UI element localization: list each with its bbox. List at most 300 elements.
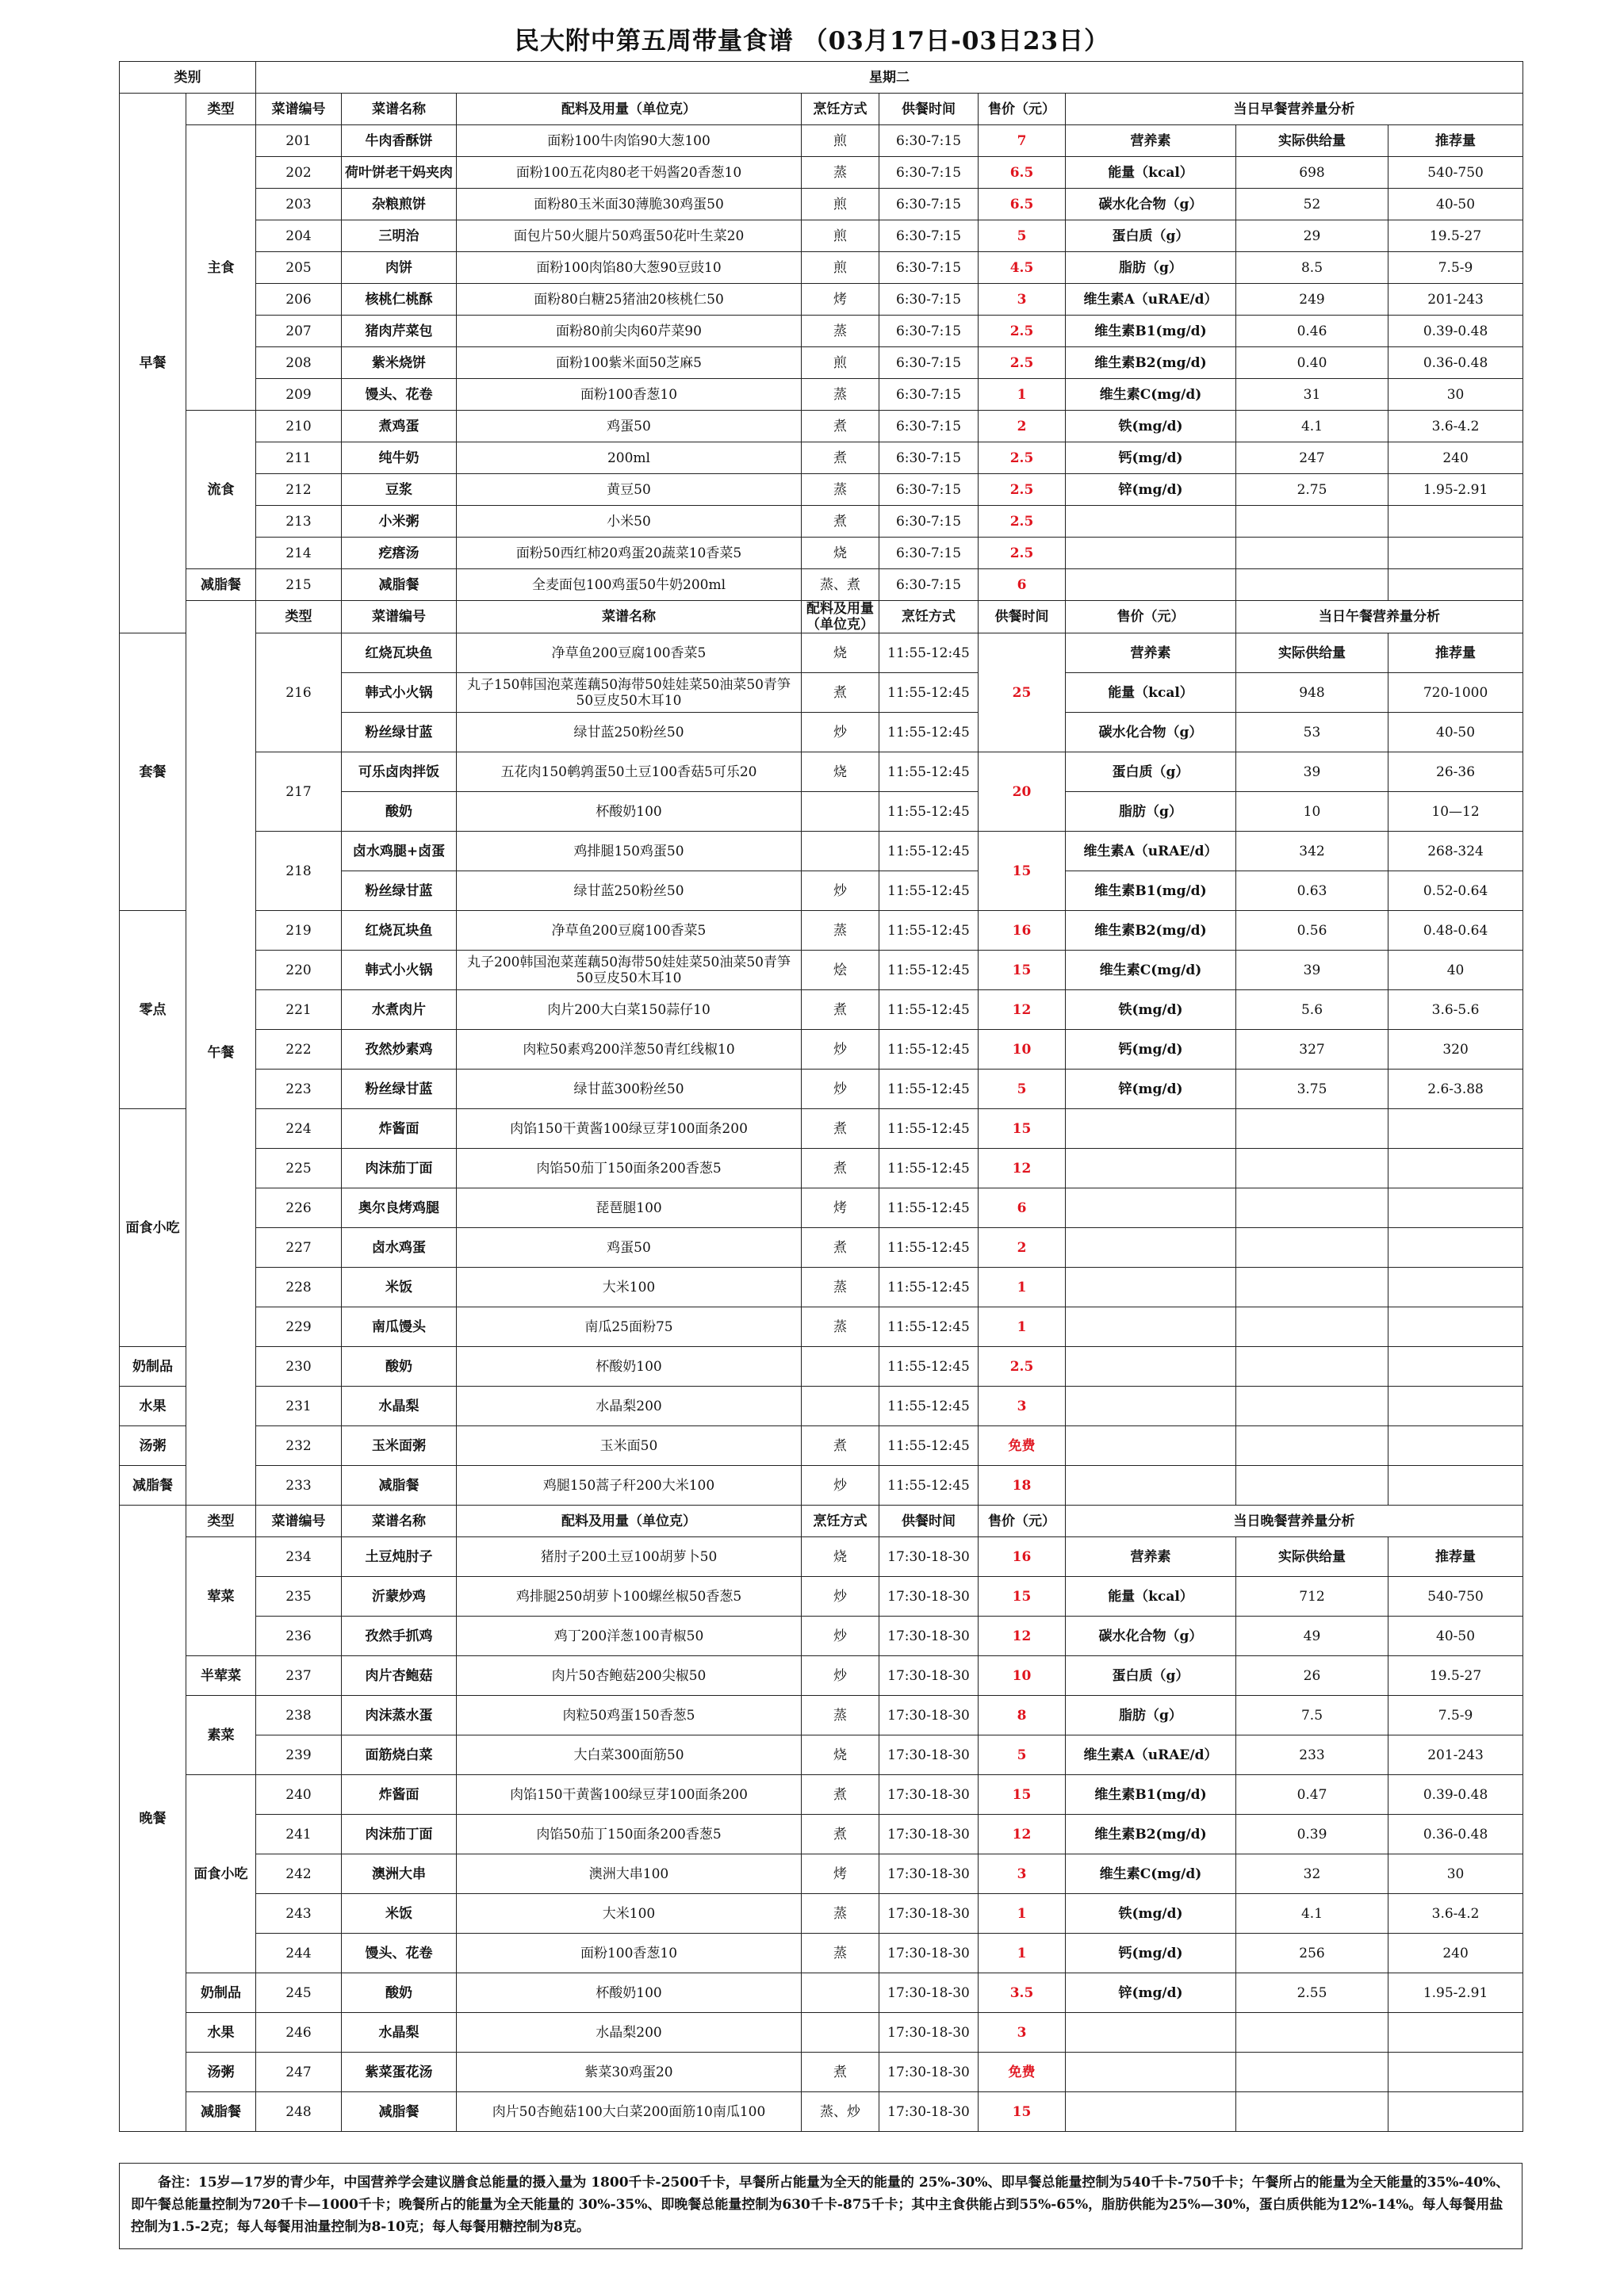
nutrient-name: 碳水化合物（g） (1066, 189, 1236, 220)
nutrient-recommended: 40-50 (1388, 713, 1523, 752)
dish-time: 11:55-12:45 (879, 911, 979, 951)
dish-name: 水晶梨 (342, 2013, 457, 2053)
dish-price: 5 (979, 220, 1066, 252)
nutrient-actual: 948 (1236, 673, 1388, 713)
nutrient-recommended: 0.36-0.48 (1388, 347, 1523, 379)
nutrition-empty (1236, 506, 1388, 538)
dish-method: 烧 (802, 1537, 879, 1577)
nutrition-empty (1066, 1109, 1236, 1149)
dish-code: 228 (256, 1268, 342, 1307)
dish-code: 239 (256, 1735, 342, 1775)
dish-code: 203 (256, 189, 342, 220)
nutrient-recommended: 30 (1388, 1854, 1523, 1894)
dish-time: 11:55-12:45 (879, 1109, 979, 1149)
dish-time: 17:30-18-30 (879, 1696, 979, 1735)
dish-code: 224 (256, 1109, 342, 1149)
nutrition-empty (1066, 1188, 1236, 1228)
dish-time: 17:30-18-30 (879, 1537, 979, 1577)
nutrient-name: 维生素B1(mg/d) (1066, 316, 1236, 347)
dish-time: 11:55-12:45 (879, 1228, 979, 1268)
dish-ingredients: 小米50 (457, 506, 802, 538)
dish-code: 232 (256, 1426, 342, 1466)
dish-code: 243 (256, 1894, 342, 1934)
table-row (120, 1696, 1523, 1735)
dish-method: 炒 (802, 1466, 879, 1506)
nutrient-name: 维生素B2(mg/d) (1066, 911, 1236, 951)
dish-time: 6:30-7:15 (879, 538, 979, 569)
dish-ingredients: 大米100 (457, 1268, 802, 1307)
dish-code: 208 (256, 347, 342, 379)
dish-method: 烤 (802, 1188, 879, 1228)
nutrition-empty (1066, 1426, 1236, 1466)
dish-method: 炒 (802, 1617, 879, 1656)
table-row (120, 1973, 1523, 2013)
dish-code: 210 (256, 411, 342, 442)
dish-method: 煮 (802, 2053, 879, 2092)
dish-method: 煎 (802, 220, 879, 252)
table-row (120, 1109, 1523, 1149)
dish-price: 12 (979, 1815, 1066, 1854)
nutrient-name: 锌(mg/d) (1066, 474, 1236, 506)
nutrient-recommended: 7.5-9 (1388, 1696, 1523, 1735)
dish-name: 卤水鸡蛋 (342, 1228, 457, 1268)
table-row (120, 538, 1523, 569)
dish-price: 16 (979, 1537, 1066, 1577)
table-row (120, 1387, 1523, 1426)
dish-time: 17:30-18-30 (879, 1577, 979, 1617)
dish-ingredients: 面包片50火腿片50鸡蛋50花叶生菜20 (457, 220, 802, 252)
table-row (120, 2013, 1523, 2053)
dish-price: 10 (979, 1030, 1066, 1070)
group-meat: 荤菜 (186, 1537, 256, 1656)
dish-method: 煮 (802, 1426, 879, 1466)
dish-price: 5 (979, 1070, 1066, 1109)
nutrient-actual: 2.75 (1236, 474, 1388, 506)
dish-ingredients: 琵琶腿100 (457, 1188, 802, 1228)
dish-code: 222 (256, 1030, 342, 1070)
nutrition-empty (1066, 538, 1236, 569)
dish-ingredients: 水晶梨200 (457, 2013, 802, 2053)
dish-method: 煮 (802, 1109, 879, 1149)
dish-name: 核桃仁桃酥 (342, 284, 457, 316)
nutrient-recommended: 10—12 (1388, 792, 1523, 832)
dish-code: 245 (256, 1973, 342, 2013)
col-name: 菜谱名称 (342, 1506, 457, 1537)
nutrition-empty (1236, 1149, 1388, 1188)
dish-ingredients: 肉片50杏鲍菇200尖椒50 (457, 1656, 802, 1696)
nutrition-empty (1388, 1466, 1523, 1506)
col-ingredients: 配料及用量（单位克） (457, 94, 802, 125)
dish-price: 2.5 (979, 1347, 1066, 1387)
nutrient-actual: 26 (1236, 1656, 1388, 1696)
dish-time: 6:30-7:15 (879, 442, 979, 474)
nutrition-empty (1388, 1307, 1523, 1347)
dish-time: 17:30-18-30 (879, 1775, 979, 1815)
dish-price: 15 (979, 1577, 1066, 1617)
dish-name: 米饭 (342, 1894, 457, 1934)
set-price: 15 (979, 832, 1066, 911)
dish-time: 17:30-18-30 (879, 2092, 979, 2132)
nutrient-actual: 52 (1236, 189, 1388, 220)
dish-name: 猪肉芹菜包 (342, 316, 457, 347)
group-diet: 减脂餐 (186, 2092, 256, 2132)
dish-time: 11:55-12:45 (879, 832, 979, 871)
group-fruit: 水果 (120, 1387, 186, 1426)
dish-ingredients: 肉馅50茄丁150面条200香葱5 (457, 1149, 802, 1188)
dish-time: 11:55-12:45 (879, 951, 979, 990)
dish-name: 肉沫茄丁面 (342, 1815, 457, 1854)
dish-time: 17:30-18-30 (879, 1934, 979, 1973)
dish-name: 杂粮煎饼 (342, 189, 457, 220)
nutrition-empty (1066, 1466, 1236, 1506)
set-price: 20 (979, 752, 1066, 832)
nutrition-empty (1236, 1228, 1388, 1268)
dish-name: 沂蒙炒鸡 (342, 1577, 457, 1617)
dish-time: 6:30-7:15 (879, 316, 979, 347)
nutrition-empty (1388, 1347, 1523, 1387)
col-code: 菜谱编号 (256, 1506, 342, 1537)
dish-price: 15 (979, 2092, 1066, 2132)
group-dairy: 奶制品 (120, 1347, 186, 1387)
col-time: 供餐时间 (879, 94, 979, 125)
table-row (120, 601, 1523, 633)
meal-lunch: 午餐 (186, 601, 256, 1506)
nutrient-name: 蛋白质（g） (1066, 752, 1236, 792)
col-ingredients: 配料及用量（单位克） (802, 601, 879, 633)
dish-code: 219 (256, 911, 342, 951)
col-name: 菜谱名称 (457, 601, 802, 633)
table-row (120, 1735, 1523, 1775)
dish-price: 1 (979, 1307, 1066, 1347)
table-row (120, 157, 1523, 189)
nutrient-recommended: 720-1000 (1388, 673, 1523, 713)
col-type: 类型 (256, 601, 342, 633)
dish-name: 疙瘩汤 (342, 538, 457, 569)
nutrient-name: 碳水化合物（g） (1066, 713, 1236, 752)
dish-method (802, 2013, 879, 2053)
nutrient-actual: 342 (1236, 832, 1388, 871)
nutrient-name: 铁(mg/d) (1066, 411, 1236, 442)
nutrient-actual: 39 (1236, 752, 1388, 792)
nutrient-actual: 233 (1236, 1735, 1388, 1775)
nutrition-empty (1236, 2013, 1388, 2053)
col-price: 售价（元） (1066, 601, 1236, 633)
category-header: 类别 (120, 62, 256, 94)
dish-price: 3 (979, 284, 1066, 316)
dish-ingredients: 绿甘蓝250粉丝50 (457, 871, 802, 911)
nutrient-actual: 4.1 (1236, 1894, 1388, 1934)
nutrient-recommended: 3.6-5.6 (1388, 990, 1523, 1030)
dish-ingredients: 鸡腿150蒿子秆200大米100 (457, 1466, 802, 1506)
nutrient-name: 维生素C(mg/d) (1066, 951, 1236, 990)
dish-method: 煮 (802, 1775, 879, 1815)
table-row (120, 411, 1523, 442)
dish-price: 6.5 (979, 157, 1066, 189)
dish-ingredients: 肉馅150干黄酱100绿豆芽100面条200 (457, 1775, 802, 1815)
dish-price: 8 (979, 1696, 1066, 1735)
table-row (120, 220, 1523, 252)
dish-price: 2 (979, 1228, 1066, 1268)
dish-method: 烤 (802, 284, 879, 316)
dish-time: 6:30-7:15 (879, 252, 979, 284)
dish-code: 223 (256, 1070, 342, 1109)
dish-code: 207 (256, 316, 342, 347)
group-diet: 减脂餐 (186, 569, 256, 601)
dish-code: 211 (256, 442, 342, 474)
dish-code: 230 (256, 1347, 342, 1387)
nutrient-recommended: 19.5-27 (1388, 1656, 1523, 1696)
dish-time: 11:55-12:45 (879, 633, 979, 673)
dish-price: 1 (979, 379, 1066, 411)
dish-method: 炒 (802, 1577, 879, 1617)
col-price: 售价（元） (979, 94, 1066, 125)
nutrient-name: 铁(mg/d) (1066, 1894, 1236, 1934)
table-row (120, 347, 1523, 379)
nutrient-recommended: 26-36 (1388, 752, 1523, 792)
dish-ingredients: 肉粒50素鸡200洋葱50青红线椒10 (457, 1030, 802, 1070)
recommended-header: 推荐量 (1388, 125, 1523, 157)
nutrition-empty (1066, 2053, 1236, 2092)
dish-code: 221 (256, 990, 342, 1030)
dish-ingredients: 面粉100香葱10 (457, 379, 802, 411)
nutrient-actual: 5.6 (1236, 990, 1388, 1030)
nutrient-name: 碳水化合物（g） (1066, 1617, 1236, 1656)
table-row (120, 1268, 1523, 1307)
dish-code: 202 (256, 157, 342, 189)
table-row (120, 379, 1523, 411)
nutrient-actual: 8.5 (1236, 252, 1388, 284)
menu-table (119, 61, 1523, 2132)
nutrition-empty (1388, 1268, 1523, 1307)
nutrient-header: 营养素 (1066, 1537, 1236, 1577)
actual-header: 实际供给量 (1236, 125, 1388, 157)
dish-price: 2.5 (979, 316, 1066, 347)
dish-method: 煮 (802, 506, 879, 538)
dish-name: 小米粥 (342, 506, 457, 538)
dish-name: 红烧瓦块鱼 (342, 911, 457, 951)
nutrition-empty (1066, 506, 1236, 538)
dish-code: 204 (256, 220, 342, 252)
nutrient-name: 脂肪（g） (1066, 1696, 1236, 1735)
nutrition-empty (1066, 1228, 1236, 1268)
dish-method: 蒸 (802, 379, 879, 411)
table-row (120, 569, 1523, 601)
dish-code: 206 (256, 284, 342, 316)
dish-method: 蒸、煮 (802, 569, 879, 601)
dish-ingredients: 净草鱼200豆腐100香菜5 (457, 911, 802, 951)
group-set: 套餐 (120, 633, 186, 911)
dish-ingredients: 水晶梨200 (457, 1387, 802, 1426)
dish-method: 烤 (802, 1854, 879, 1894)
col-name: 菜谱名称 (342, 94, 457, 125)
table-row (120, 1854, 1523, 1894)
dish-code: 215 (256, 569, 342, 601)
dish-code: 212 (256, 474, 342, 506)
nutrient-name: 锌(mg/d) (1066, 1973, 1236, 2013)
table-row (120, 125, 1523, 157)
nutrient-actual: 31 (1236, 379, 1388, 411)
table-row (120, 1426, 1523, 1466)
nutrient-recommended: 3.6-4.2 (1388, 411, 1523, 442)
nutrient-actual: 10 (1236, 792, 1388, 832)
nutrient-recommended: 540-750 (1388, 157, 1523, 189)
dish-name: 粉丝绿甘蓝 (342, 871, 457, 911)
nutrient-recommended: 268-324 (1388, 832, 1523, 871)
dish-method: 烧 (802, 752, 879, 792)
dish-method: 煎 (802, 125, 879, 157)
dish-name: 紫菜蛋花汤 (342, 2053, 457, 2092)
nutrient-actual: 698 (1236, 157, 1388, 189)
dish-ingredients: 面粉100紫米面50芝麻5 (457, 347, 802, 379)
table-row (120, 94, 1523, 125)
dish-code: 240 (256, 1775, 342, 1815)
nutrient-name: 维生素A（uRAE/d） (1066, 284, 1236, 316)
dish-price: 1 (979, 1268, 1066, 1307)
nutrient-actual: 327 (1236, 1030, 1388, 1070)
nutrient-actual: 0.56 (1236, 911, 1388, 951)
dish-method: 烧 (802, 1735, 879, 1775)
dish-ingredients: 玉米面50 (457, 1426, 802, 1466)
dish-name: 肉沫茄丁面 (342, 1149, 457, 1188)
dish-name: 澳洲大串 (342, 1854, 457, 1894)
col-code: 菜谱编号 (256, 94, 342, 125)
dish-method: 煎 (802, 252, 879, 284)
nutrition-empty (1236, 2053, 1388, 2092)
dish-name: 水晶梨 (342, 1387, 457, 1426)
dish-time: 11:55-12:45 (879, 1070, 979, 1109)
dish-ingredients: 绿甘蓝300粉丝50 (457, 1070, 802, 1109)
group-dairy: 奶制品 (186, 1973, 256, 2013)
dish-name: 紫米烧饼 (342, 347, 457, 379)
dish-price: 16 (979, 911, 1066, 951)
dish-code: 241 (256, 1815, 342, 1854)
dish-time: 17:30-18-30 (879, 2053, 979, 2092)
table-row (120, 1070, 1523, 1109)
nutrient-recommended: 40-50 (1388, 189, 1523, 220)
table-row (120, 189, 1523, 220)
col-time: 供餐时间 (879, 1506, 979, 1537)
nutrient-actual: 256 (1236, 1934, 1388, 1973)
col-price: 售价（元） (979, 1506, 1066, 1537)
dish-name: 煮鸡蛋 (342, 411, 457, 442)
dish-price: 免费 (979, 2053, 1066, 2092)
nutrient-actual: 247 (1236, 442, 1388, 474)
dish-ingredients: 丸子150韩国泡菜莲藕50海带50娃娃菜50油菜50青笋50豆皮50木耳10 (457, 673, 802, 713)
dish-name: 卤水鸡腿+卤蛋 (342, 832, 457, 871)
dish-method: 炒 (802, 1070, 879, 1109)
dish-method: 煮 (802, 1149, 879, 1188)
dish-price: 10 (979, 1656, 1066, 1696)
table-row (120, 252, 1523, 284)
actual-header: 实际供给量 (1236, 1537, 1388, 1577)
dish-ingredients: 面粉100牛肉馅90大葱100 (457, 125, 802, 157)
dish-price: 12 (979, 990, 1066, 1030)
set-code: 217 (256, 752, 342, 832)
nutrient-actual: 0.39 (1236, 1815, 1388, 1854)
nutrient-recommended: 0.36-0.48 (1388, 1815, 1523, 1854)
nutrition-empty (1066, 2092, 1236, 2132)
dish-ingredients: 鸡排腿250胡萝卜100螺丝椒50香葱5 (457, 1577, 802, 1617)
dish-time: 11:55-12:45 (879, 1030, 979, 1070)
dish-time: 6:30-7:15 (879, 506, 979, 538)
table-row (120, 633, 1523, 673)
dish-ingredients: 绿甘蓝250粉丝50 (457, 713, 802, 752)
dish-time: 6:30-7:15 (879, 411, 979, 442)
dish-price: 4.5 (979, 252, 1066, 284)
set-price: 25 (979, 633, 1066, 752)
col-code: 菜谱编号 (342, 601, 457, 633)
nutrient-actual: 7.5 (1236, 1696, 1388, 1735)
table-row (120, 62, 1523, 94)
dish-method: 炒 (802, 1656, 879, 1696)
dish-ingredients: 杯酸奶100 (457, 1973, 802, 2013)
dish-code: 209 (256, 379, 342, 411)
table-row (120, 1934, 1523, 1973)
dish-price: 3 (979, 1387, 1066, 1426)
nutrient-name: 脂肪（g） (1066, 252, 1236, 284)
nutrient-recommended: 0.39-0.48 (1388, 316, 1523, 347)
dish-method: 煮 (802, 673, 879, 713)
dish-method: 煮 (802, 1228, 879, 1268)
nutrient-actual: 3.75 (1236, 1070, 1388, 1109)
table-row (120, 1506, 1523, 1537)
nutrition-empty (1066, 1347, 1236, 1387)
nutrient-name: 钙(mg/d) (1066, 1934, 1236, 1973)
dish-code: 225 (256, 1149, 342, 1188)
dish-code: 231 (256, 1387, 342, 1426)
nutrient-name: 维生素B1(mg/d) (1066, 871, 1236, 911)
dish-code: 201 (256, 125, 342, 157)
recommended-header: 推荐量 (1388, 1537, 1523, 1577)
dish-ingredients: 200ml (457, 442, 802, 474)
dish-method: 蒸 (802, 316, 879, 347)
dish-method: 煮 (802, 1815, 879, 1854)
dish-time: 17:30-18-30 (879, 1854, 979, 1894)
nutrient-header: 营养素 (1066, 633, 1236, 673)
nutrition-empty (1236, 2092, 1388, 2132)
dish-price: 2.5 (979, 538, 1066, 569)
col-method: 烹饪方式 (802, 94, 879, 125)
dish-name: 韩式小火锅 (342, 673, 457, 713)
dish-ingredients: 面粉80前尖肉60芹菜90 (457, 316, 802, 347)
table-row (120, 1149, 1523, 1188)
dish-name: 减脂餐 (342, 569, 457, 601)
dish-price: 12 (979, 1149, 1066, 1188)
dish-method: 蒸 (802, 1934, 879, 1973)
table-row (120, 474, 1523, 506)
dish-code: 246 (256, 2013, 342, 2053)
dish-ingredients: 五花肉150鹌鹑蛋50土豆100香菇5可乐20 (457, 752, 802, 792)
dish-method: 蒸 (802, 911, 879, 951)
dish-ingredients: 肉片200大白菜150蒜仔10 (457, 990, 802, 1030)
nutrient-actual: 2.55 (1236, 1973, 1388, 2013)
table-row (120, 316, 1523, 347)
dish-method (802, 792, 879, 832)
nutrient-actual: 49 (1236, 1617, 1388, 1656)
dish-code: 235 (256, 1577, 342, 1617)
dish-method: 煎 (802, 189, 879, 220)
table-row (120, 1030, 1523, 1070)
day-header: 星期二 (256, 62, 1523, 94)
dish-method (802, 1387, 879, 1426)
dish-name: 酸奶 (342, 792, 457, 832)
group-veg: 素菜 (186, 1696, 256, 1775)
dish-ingredients: 鸡蛋50 (457, 1228, 802, 1268)
nutrient-recommended: 240 (1388, 442, 1523, 474)
dish-method: 蒸 (802, 157, 879, 189)
nutrient-name: 维生素A（uRAE/d） (1066, 1735, 1236, 1775)
dish-method: 蒸 (802, 1894, 879, 1934)
